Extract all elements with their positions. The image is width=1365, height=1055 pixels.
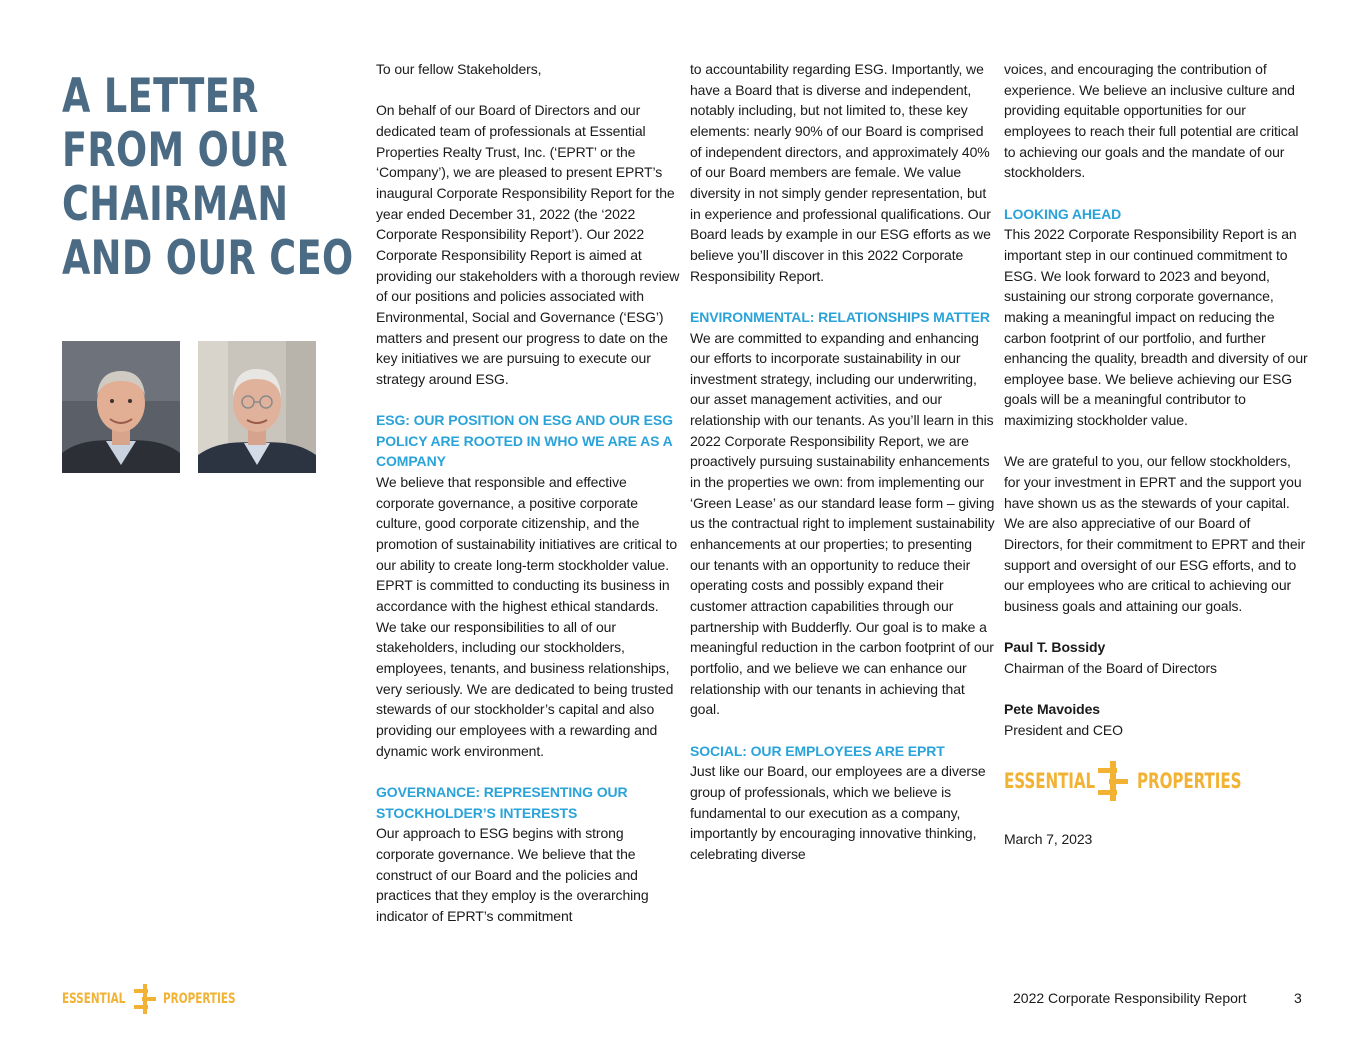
logo-mark-icon: [1098, 761, 1128, 801]
chairman-photo: [62, 341, 180, 473]
letter-column-1: [376, 59, 681, 927]
social-paragraph-cont: voices, and encouraging the contribution of experience. We believe an inclusive culture and providing equitable opportunities for our employees to reach their full potential are critical to achieving our goals and the mandate of our stockholders.: [1004, 61, 1299, 181]
social-paragraph: Just like our Board, our employees are a diverse group of professionals, which we believe is fundamental to our execution as a company, importantly by encouraging innovative thinking, celebrating diverse: [690, 763, 986, 862]
footer-logo: [62, 984, 264, 1014]
environmental-paragraph: We are committed to expanding and enhancing our efforts to incorporate sustainability in our investment strategy, including our underwriting, our asset management activities, and our relationship with our tenants. As you’ll learn in this 2022 Corporate Responsibility Report, we are proactively pursuing sustainability enhancements in the properties we own: from implementing our ‘Green Lease’ as our standard lease form – giving us the contractual right to implement sustainability enhancements at our properties; to presenting our tenants with an opportunity to reduce their operating costs and possibly expand their customer attraction capabilities through our partnership with Budderfly. Our goal is to make a meaningful reduction in the carbon footprint of our portfolio, and we believe we can enhance our relationship with our tenants in achieving that goal.: [690, 329, 995, 718]
letter-column-2: [690, 59, 995, 865]
signature-name: Pete Mavoides: [1004, 701, 1100, 718]
governance-paragraph: Our approach to ESG begins with strong corporate governance. We believe that the construct of our Board and the policies and practices that they employ is the overarching indicator of EPRT’s commitment: [376, 825, 649, 924]
ceo-photo: [198, 341, 316, 473]
footer-report-title: 2022 Corporate Responsibility Report: [1013, 990, 1247, 1006]
environmental-heading: ENVIRONMENTAL: RELATIONSHIPS MATTER: [690, 308, 990, 325]
closing-paragraph: We are grateful to you, our fellow stockholders, for your investment in EPRT and the support you have shown us as the stewards of your capital. We are also appreciative of our Board of Directors, for their commitment to EPRT and their support and oversight of our ESG efforts, and to our employees who are critical to achieving our business goals and attaining our goals.: [1004, 453, 1306, 615]
looking-ahead-heading: LOOKING AHEAD: [1004, 205, 1122, 222]
logo-word-properties: PROPERTIES: [1137, 768, 1242, 793]
greeting: To our fellow Stakeholders,: [376, 61, 542, 77]
page-number: 3: [1294, 990, 1302, 1006]
page-title: [62, 69, 354, 286]
letter-date: March 7, 2023: [1004, 831, 1093, 848]
signature-title: Chairman of the Board of Directors: [1004, 659, 1217, 676]
letter-logo: [1004, 761, 1309, 801]
title-line: A LETTER: [62, 69, 259, 124]
signature-title: President and CEO: [1004, 721, 1123, 738]
intro-paragraph: On behalf of our Board of Directors and our dedicated team of professionals at Essential Properties Realty Trust, Inc. (‘EPRT’ or the ‘Company’), we are pleased to present EPRT’s inaugural Corporate Responsibility Report for the year ended December 31, 2022 (the ‘2022 Corporate Responsibility Report’). Our 2022 Corporate Responsibility Report is aimed at providing our stakeholders with a thorough review of our positions and policies associated with Environmental, Social and Governance (‘ESG’) matters and present our progress to date on the key initiatives we are pursuing to execute our strategy around ESG.: [376, 102, 680, 387]
esg-paragraph: We believe that responsible and effective corporate governance, a positive corporate culture, good corporate citizenship, and the promotion of sustainability initiatives are critical to our ability to create long-term stockholder value. EPRT is committed to conducting its business in accordance with the highest ethical standards. We take our responsibilities to all of our stakeholders, including our stockholders, employees, tenants, and business relationships, very seriously. We are dedicated to being trusted stewards of our stockholder’s capital and also providing our employees with a rewarding and dynamic work environment.: [376, 474, 678, 759]
governance-heading: GOVERNANCE: REPRESENTING OUR STOCKHOLDER’S INTERESTS: [376, 783, 628, 821]
social-heading: SOCIAL: OUR EMPLOYEES ARE EPRT: [690, 742, 945, 759]
title-line: FROM OUR: [62, 123, 288, 178]
logo-word-essential: ESSENTIAL: [62, 991, 126, 1007]
title-line: CHAIRMAN: [62, 177, 289, 232]
looking-ahead-paragraph: This 2022 Corporate Responsibility Report is an important step in our continued commitment to ESG. We look forward to 2023 and beyond, sustaining our strong corporate governance, making a meaningful impact on reducing the carbon footprint of our portfolio, and further enhancing the quality, breadth and diversity of our employee base. We believe achieving our ESG goals will be a meaningful contributor to maximizing stockholder value.: [1004, 226, 1308, 429]
letter-column-3: [1004, 59, 1309, 871]
logo-mark-icon: [134, 984, 156, 1014]
logo-word-essential: ESSENTIAL: [1004, 768, 1096, 793]
logo-word-properties: PROPERTIES: [163, 991, 236, 1007]
title-line: AND OUR CEO: [62, 231, 354, 286]
esg-heading: ESG: OUR POSITION ON ESG AND OUR ESG POLICY ARE ROOTED IN WHO WE ARE AS A COMPANY: [376, 412, 673, 470]
signature-name: Paul T. Bossidy: [1004, 639, 1106, 656]
governance-paragraph-cont: to accountability regarding ESG. Importantly, we have a Board that is diverse and independent, notably including, but not limited to, these key elements: nearly 90% of our Board is comprised of independent directors, and approximately 40% of our Board members are female. We value diversity in not simply gender representation, but in experience and professional qualifications. Our Board leads by example in our ESG efforts as we believe you’ll discover in this 2022 Corporate Responsibility Report.: [690, 61, 991, 284]
